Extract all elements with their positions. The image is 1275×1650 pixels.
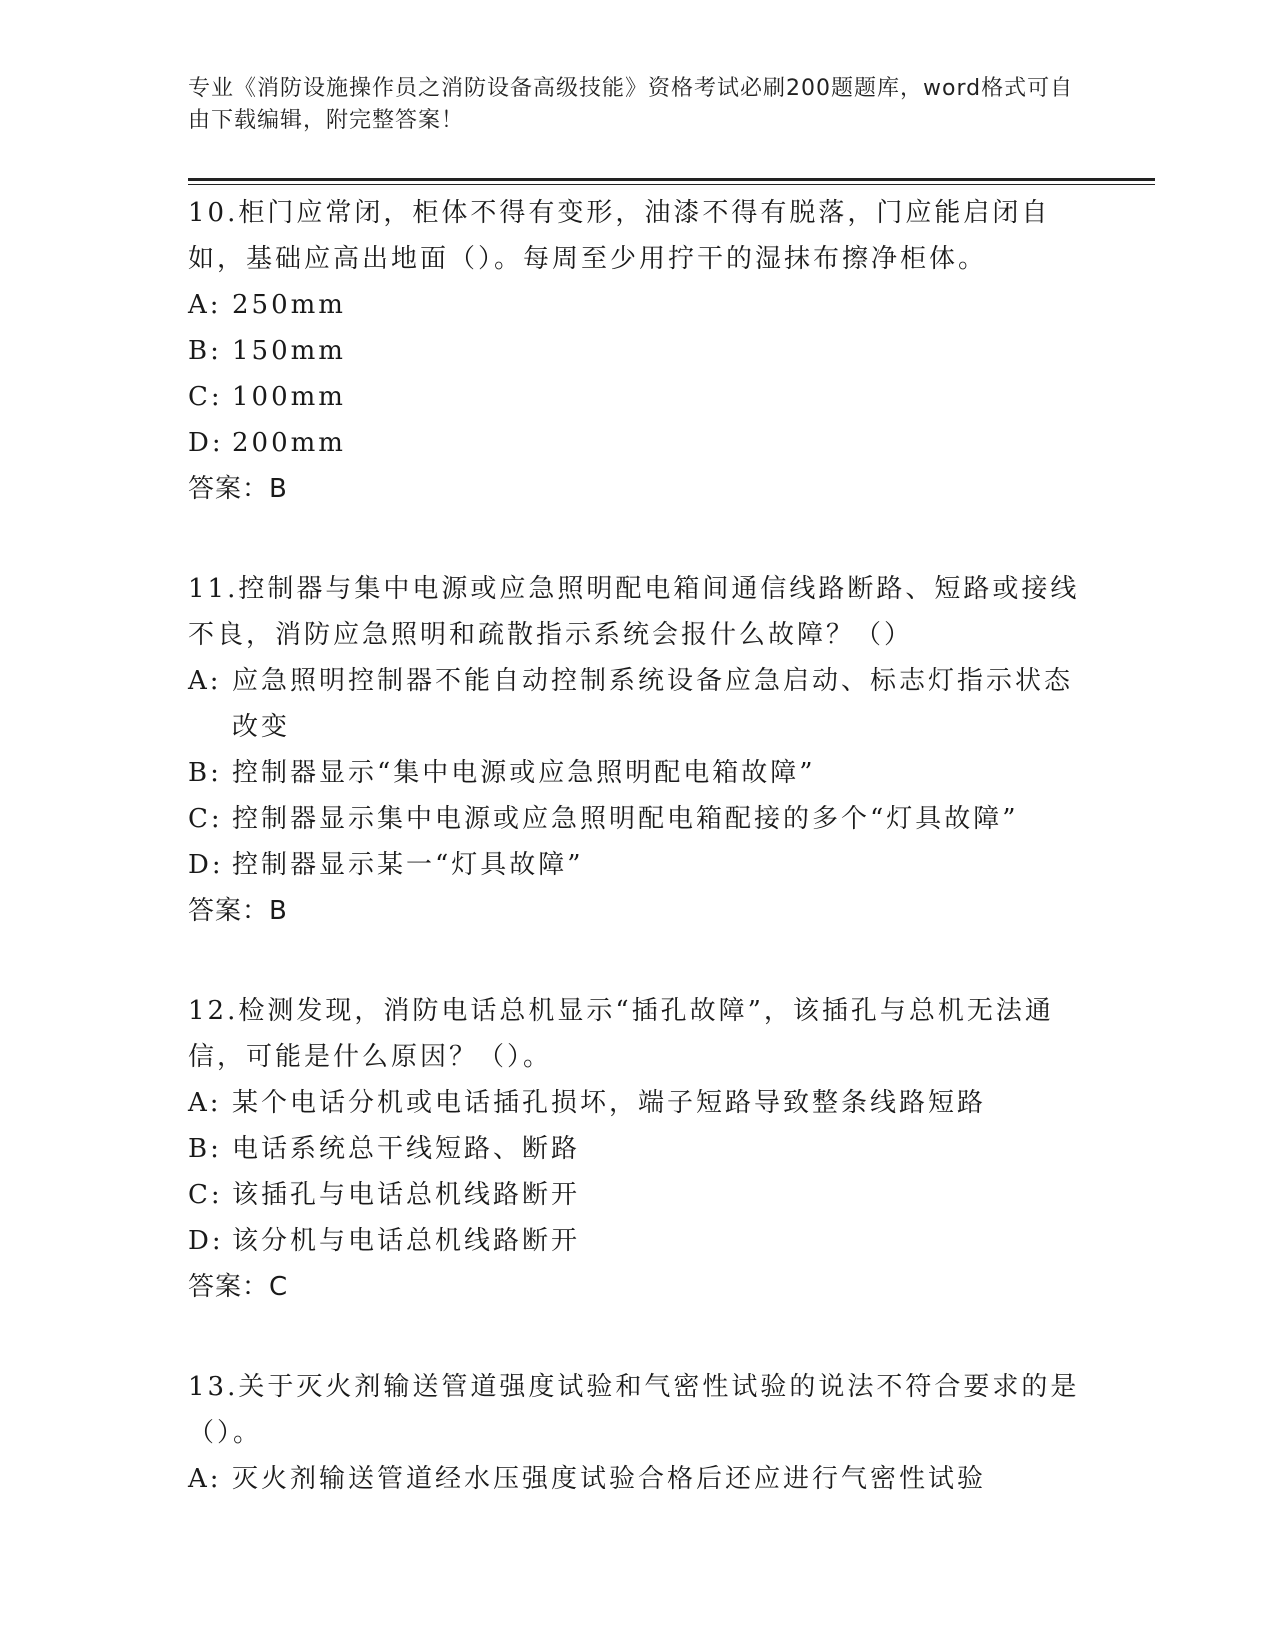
option-letter: D: bbox=[188, 850, 224, 880]
option-text: 200mm bbox=[232, 428, 346, 458]
option-letter: A: bbox=[188, 666, 222, 696]
question-stem: 13.关于灭火剂输送管道强度试验和气密性试验的说法不符合要求的是（）。 bbox=[188, 1372, 1080, 1448]
option-text: 100mm bbox=[232, 382, 346, 412]
question-12 bbox=[188, 988, 1088, 1310]
option-letter: B: bbox=[188, 336, 222, 366]
option-text: 控制器显示集中电源或应急照明配电箱配接的多个“灯具故障” bbox=[232, 804, 1019, 834]
option-text: 应急照明控制器不能自动控制系统设备应急启动、标志灯指示状态改变 bbox=[232, 666, 1074, 742]
option-d bbox=[188, 1218, 1088, 1264]
option-a bbox=[188, 1456, 1088, 1502]
option-text: 该分机与电话总机线路断开 bbox=[232, 1226, 581, 1256]
answer-line: 答案：B bbox=[188, 474, 288, 504]
option-letter: C: bbox=[188, 1180, 223, 1210]
option-letter: B: bbox=[188, 1134, 222, 1164]
answer-line: 答案：C bbox=[188, 1272, 289, 1302]
option-a bbox=[188, 658, 1088, 750]
header-rule-thick bbox=[188, 178, 1155, 181]
option-letter: C: bbox=[188, 382, 223, 412]
option-text: 控制器显示“集中电源或应急照明配电箱故障” bbox=[232, 758, 816, 788]
question-stem: 10.柜门应常闭，柜体不得有变形，油漆不得有脱落，门应能启闭自如，基础应高出地面（）。每周至少用拧干的湿抹布擦净柜体。 bbox=[188, 198, 1051, 274]
option-c bbox=[188, 374, 1088, 420]
option-b bbox=[188, 1126, 1088, 1172]
option-d bbox=[188, 842, 1088, 888]
option-c bbox=[188, 796, 1088, 842]
option-text: 该插孔与电话总机线路断开 bbox=[232, 1180, 581, 1210]
question-stem: 11.控制器与集中电源或应急照明配电箱间通信线路断路、短路或接线不良，消防应急照明和疏散指示系统会报什么故障？（） bbox=[188, 574, 1080, 650]
option-letter: D: bbox=[188, 428, 224, 458]
option-text: 灭火剂输送管道经水压强度试验合格后还应进行气密性试验 bbox=[232, 1464, 987, 1494]
option-letter: B: bbox=[188, 758, 222, 788]
option-letter: A: bbox=[188, 290, 222, 320]
option-text: 电话系统总干线短路、断路 bbox=[232, 1134, 581, 1164]
option-letter: C: bbox=[188, 804, 223, 834]
option-b bbox=[188, 328, 1088, 374]
option-d bbox=[188, 420, 1088, 466]
option-text: 控制器显示某一“灯具故障” bbox=[232, 850, 584, 880]
option-text: 某个电话分机或电话插孔损坏，端子短路导致整条线路短路 bbox=[232, 1088, 987, 1118]
question-11 bbox=[188, 566, 1088, 934]
option-text: 150mm bbox=[232, 336, 346, 366]
option-letter: D: bbox=[188, 1226, 224, 1256]
option-text: 250mm bbox=[232, 290, 346, 320]
option-letter: A: bbox=[188, 1464, 222, 1494]
option-letter: A: bbox=[188, 1088, 222, 1118]
option-a bbox=[188, 282, 1088, 328]
option-c bbox=[188, 1172, 1088, 1218]
option-b bbox=[188, 750, 1088, 796]
header-rule-thin bbox=[188, 184, 1155, 185]
question-list bbox=[188, 190, 1088, 1556]
answer-line: 答案：B bbox=[188, 896, 288, 926]
question-stem: 12.检测发现，消防电话总机显示“插孔故障”，该插孔与总机无法通信，可能是什么原因？（）。 bbox=[188, 996, 1054, 1072]
option-a bbox=[188, 1080, 1088, 1126]
question-13 bbox=[188, 1364, 1088, 1502]
document-header: 专业《消防设施操作员之消防设备高级技能》资格考试必刷200题题库，word格式可自由下载编辑，附完整答案！ bbox=[188, 76, 1074, 133]
question-10 bbox=[188, 190, 1088, 512]
